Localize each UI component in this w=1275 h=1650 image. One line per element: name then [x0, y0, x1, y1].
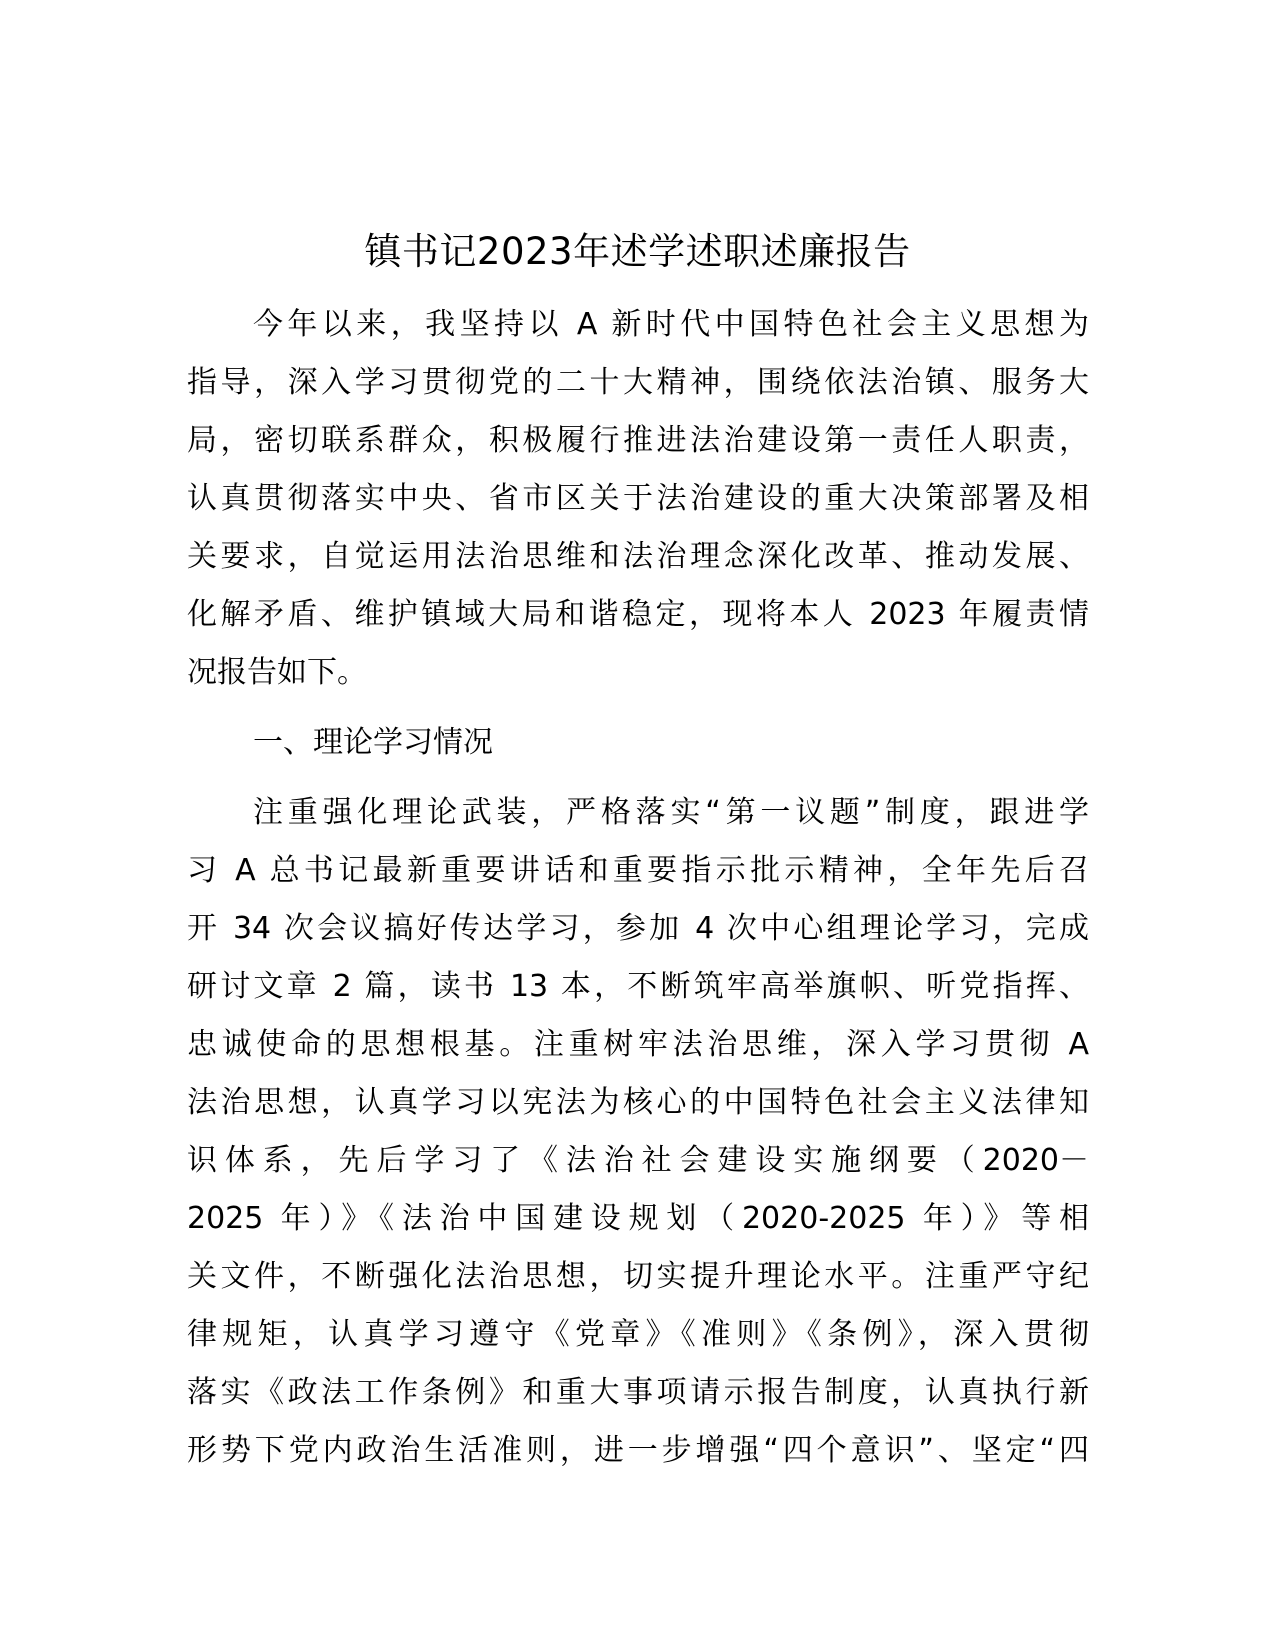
paragraph-line: 化解矛盾、维护镇域大局和谐稳定，现将本人 2023 年履责情: [187, 597, 1089, 632]
paragraph-line: 关要求，自觉运用法治思维和法治理念深化改革、推动发展、: [187, 539, 1089, 574]
paragraph-line: 习 A 总书记最新重要讲话和重要指示批示精神，全年先后召: [187, 853, 1089, 888]
paragraph-line: 形势下党内政治生活准则，进一步增强“四个意识”、坚定“四: [187, 1433, 1089, 1468]
section-heading: 一、理论学习情况: [253, 725, 493, 760]
paragraph-line: 况报告如下。: [187, 655, 367, 690]
paragraph-line: 2025 年）》《法治中国建设规划（2020-2025 年）》等相: [187, 1201, 1089, 1236]
paragraph-line: 局，密切联系群众，积极履行推进法治建设第一责任人职责，: [187, 423, 1089, 458]
paragraph-line: 关文件，不断强化法治思想，切实提升理论水平。注重严守纪: [187, 1259, 1089, 1294]
paragraph-line: 律规矩，认真学习遵守《党章》《准则》《条例》，深入贯彻: [187, 1317, 1089, 1352]
paragraph-line: 注重强化理论武装，严格落实“第一议题”制度，跟进学: [253, 795, 1089, 830]
paragraph-line: 指导，深入学习贯彻党的二十大精神，围绕依法治镇、服务大: [187, 365, 1089, 400]
paragraph-line: 落实《政法工作条例》和重大事项请示报告制度，认真执行新: [187, 1375, 1089, 1410]
paragraph-line: 今年以来，我坚持以 A 新时代中国特色社会主义思想为: [253, 307, 1089, 342]
document-body: [187, 296, 1089, 1480]
paragraph-line: 识体系，先后学习了《法治社会建设实施纲要（2020－: [187, 1143, 1089, 1178]
paragraph-line: 开 34 次会议搞好传达学习，参加 4 次中心组理论学习，完成: [187, 911, 1089, 946]
paragraph-line: 认真贯彻落实中央、省市区关于法治建设的重大决策部署及相: [187, 481, 1089, 516]
paragraph-line: 忠诚使命的思想根基。注重树牢法治思维，深入学习贯彻 A: [187, 1027, 1089, 1062]
paragraph-line: 法治思想，认真学习以宪法为核心的中国特色社会主义法律知: [187, 1085, 1089, 1120]
document-title: 镇书记2023年述学述职述廉报告: [364, 230, 911, 273]
paragraph-line: 研讨文章 2 篇，读书 13 本，不断筑牢高举旗帜、听党指挥、: [187, 969, 1089, 1004]
